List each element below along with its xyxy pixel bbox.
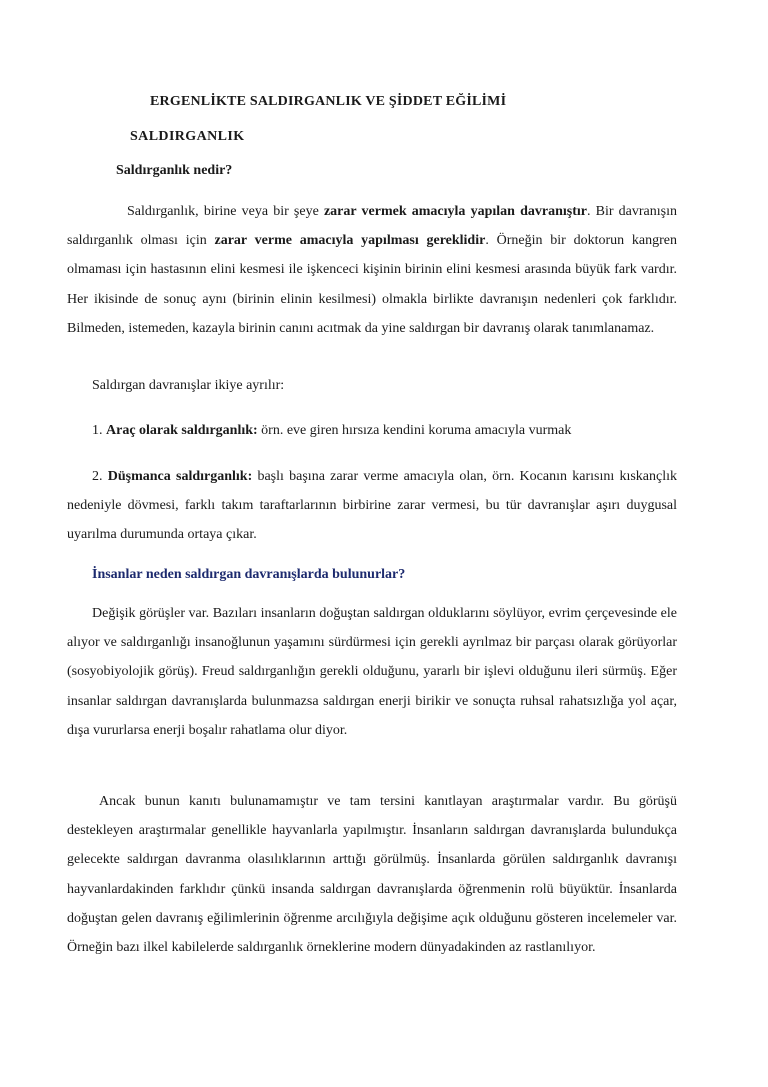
paragraph-text: Saldırganlık, birine veya bir şeye — [127, 204, 324, 219]
paragraph-definition — [67, 197, 677, 343]
document-title: ERGENLİKTE SALDIRGANLIK VE ŞİDDET EĞİLİMİ — [150, 94, 507, 109]
list-text: örn. eve giren hırsıza kendini koruma amacıyla vurmak — [257, 423, 572, 438]
list-label: Düşmanca saldırganlık: — [107, 469, 253, 484]
paragraph-text: . Örneğin bir doktorun kangren olmaması için hastasının elini kesmesi ile işkenceci kişinin birinin elini kesmesi arasında büyük fark vardır. Her ikisinde de sonuç aynı (birinin elinin kesilmesi) olmakla birlikte davranışın nedenleri çok farklıdır. Bilmeden, istemeden, kazayla birinin canını acıtmak da yine saldırgan bir davranış olarak tanımlanamaz. — [67, 233, 677, 336]
list-number: 2. — [92, 469, 108, 484]
bold-phrase: zarar verme amacıyla yapılması gereklidir — [214, 233, 486, 249]
bold-phrase: zarar vermek amacıyla yapılan davranıştır — [323, 204, 587, 219]
list-text: başlı başına zarar verme amacıyla olan, örn. Kocanın karısını kıskançlık nedeniyle dövmesi, farklı takım taraftarlarının birbirine zarar vermesi, bu tür davranışlar aşırı duygusal uyarılma durumunda ortaya çıkar. — [67, 469, 677, 543]
paragraph-text: . Bir davranışın saldırganlık olması için — [67, 204, 677, 249]
list-item-type1 — [92, 423, 571, 439]
paragraph-views: Değişik görüşler var. Bazıları insanların doğuştan saldırgan olduklarını söylüyor, evrim çerçevesinde ele alıyor ve saldırganlığı insanoğlunun yaşamını sürdürmesi için gerekli ayrılmaz bir parçası olarak görüyorlar (sosyobiyolojik görüş). Freud saldırganlığın gerekli olduğunu, yararlı bir işlevi olduğunu ileri sürmüş. Eğer insanlar saldırgan davranışlarda bulunmazsa saldırgan enerji birikir ve sonuçta ruhsal rahatsızlığa yol açar, dışa vururlarsa enerji boşalır rahatlama olur diyor. — [67, 606, 677, 738]
sub-heading: Saldırganlık nedir? — [116, 163, 233, 178]
list-number: 1. — [92, 423, 106, 438]
paragraph-evidence: Ancak bunun kanıtı bulunamamıştır ve tam tersini kanıtlayan araştırmalar vardır. Bu görüşü destekleyen araştırmalar genellikle hayvanlarla yapılmıştır. İnsanların saldırgan davranışlarda bulundukça gelecekte saldırgan davranma olasılıklarının arttığı görülmüş. İnsanlarda görülen saldırganlık davranışı hayvanlardakinden farklıdır çünkü insanda saldırgan davranışlarda öğrenmenin rolü büyüktür. İnsanlarda doğuştan gelen davranış eğilimlerinin öğrenme arcılığıyla değişime açık olduğunu gösteren incelemeler var. Örneğin bazı ilkel kabilelerde saldırganlık örneklerine modern dünyadakinden az rastlanılıyor. — [67, 794, 677, 956]
list-label: Araç olarak saldırganlık: — [106, 423, 258, 438]
question-heading: İnsanlar neden saldırgan davranışlarda bulunurlar? — [92, 567, 406, 582]
types-intro: Saldırgan davranışlar ikiye ayrılır: — [92, 378, 285, 393]
section-heading: SALDIRGANLIK — [130, 129, 245, 144]
list-item-type2 — [67, 462, 677, 550]
